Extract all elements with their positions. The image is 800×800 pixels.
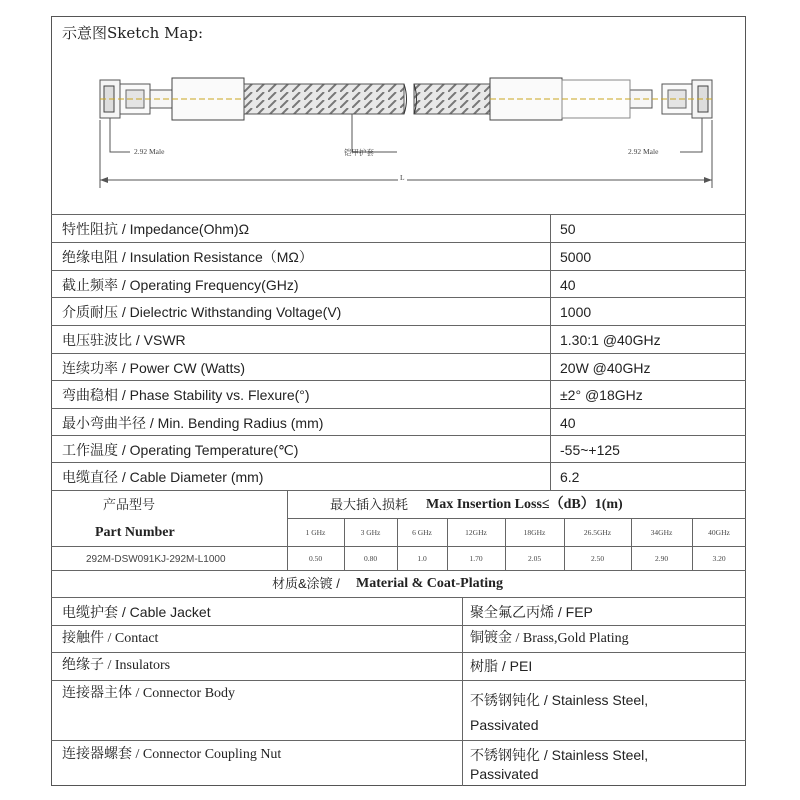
freq-header: 12GHz — [465, 528, 487, 537]
spec-column-divider — [550, 214, 551, 490]
material-part: 绝缘子 / Insulators — [62, 658, 171, 673]
cable-sketch — [52, 60, 746, 210]
freq-header: 18GHz — [523, 528, 546, 537]
material-part: 接触件 / Contact — [62, 631, 159, 646]
spec-value: 40 — [560, 415, 576, 431]
spec-label: 截止频率 / Operating Frequency(GHz) — [62, 277, 299, 293]
spec-value: 6.2 — [560, 469, 580, 485]
sketch-title: 示意图Sketch Map: — [62, 24, 204, 42]
loss-value: 2.05 — [527, 554, 542, 563]
spec-label: 最小弯曲半径 / Min. Bending Radius (mm) — [62, 415, 324, 431]
loss-value: 0.50 — [308, 554, 323, 563]
spec-value: 1.30:1 @40GHz — [560, 332, 661, 348]
right-connector-drawing — [490, 78, 712, 120]
material-value: 铜镀金 / Brass,Gold Plating — [470, 631, 629, 646]
material-value: 不锈钢钝化 / Stainless Steel, — [470, 747, 649, 763]
spec-label: 绝缘电阻 / Insulation Resistance（MΩ） — [62, 249, 313, 265]
material-value-line2: Passivated — [470, 717, 539, 733]
spec-label: 弯曲稳相 / Phase Stability vs. Flexure(°) — [62, 387, 310, 403]
freq-header: 40GHz — [708, 528, 730, 537]
material-part: 电缆护套 / Cable Jacket — [62, 604, 211, 620]
spec-value: 1000 — [560, 304, 592, 320]
length-label: L — [400, 173, 405, 182]
right-connector-label: 2.92 Male — [628, 147, 659, 156]
material-value-line2: Passivated — [470, 766, 539, 782]
freq-header: 3 GHz — [360, 528, 381, 537]
spec-value: 50 — [560, 221, 576, 237]
materials-heading-cn: 材质&涂镀 / — [272, 576, 340, 591]
spec-value: 5000 — [560, 249, 592, 265]
left-connector-label: 2.92 Male — [134, 147, 165, 156]
loss-header-cn: 最大插入损耗 — [330, 497, 409, 512]
material-value: 树脂 / PEI — [470, 658, 533, 674]
material-part: 连接器主体 / Connector Body — [62, 686, 236, 701]
spec-label: 特性阻抗 / Impedance(Ohm)Ω — [62, 221, 250, 237]
loss-value: 2.50 — [590, 554, 605, 563]
loss-value: 1.0 — [417, 554, 427, 563]
loss-value: 3.20 — [712, 554, 726, 563]
material-part: 连接器螺套 / Connector Coupling Nut — [62, 747, 282, 762]
loss-header-en: Max Insertion Loss≤（dB）1(m) — [426, 497, 623, 512]
spec-value: 40 — [560, 277, 576, 293]
spec-label: 电压驻波比 / VSWR — [62, 332, 186, 348]
loss-value: 0.80 — [363, 554, 378, 563]
armor-jacket-label: 铠甲护套 — [344, 148, 374, 157]
spec-label: 电缆直径 / Cable Diameter (mm) — [62, 469, 264, 485]
materials-heading-en: Material & Coat-Plating — [356, 576, 503, 591]
freq-header: 6 GHz — [412, 528, 432, 537]
spec-value: 20W @40GHz — [560, 360, 651, 376]
material-value: 不锈钢钝化 / Stainless Steel, — [470, 692, 649, 708]
loss-value: 2.90 — [654, 554, 669, 563]
material-value: 聚全氟乙丙烯 / FEP — [470, 604, 593, 620]
part-number-header-cn: 产品型号 — [103, 497, 156, 512]
table-divider — [51, 214, 746, 215]
freq-header: 34GHz — [650, 528, 673, 537]
freq-header: 1 GHz — [305, 528, 326, 537]
spec-value: -55~+125 — [560, 442, 620, 458]
spec-value: ±2° @18GHz — [560, 387, 643, 403]
part-number-header: Part Number — [95, 525, 175, 540]
left-connector-drawing — [100, 78, 244, 120]
spec-label: 工作温度 / Operating Temperature(℃) — [62, 442, 299, 458]
loss-value: 1.70 — [469, 554, 483, 563]
part-number-value: 292M-DSW091KJ-292M-L1000 — [86, 554, 226, 565]
freq-header: 26.5GHz — [583, 528, 612, 537]
cable-braid-drawing — [244, 84, 490, 114]
spec-label: 连续功率 / Power CW (Watts) — [62, 360, 246, 376]
spec-label: 介质耐压 / Dielectric Withstanding Voltage(V) — [62, 304, 342, 320]
